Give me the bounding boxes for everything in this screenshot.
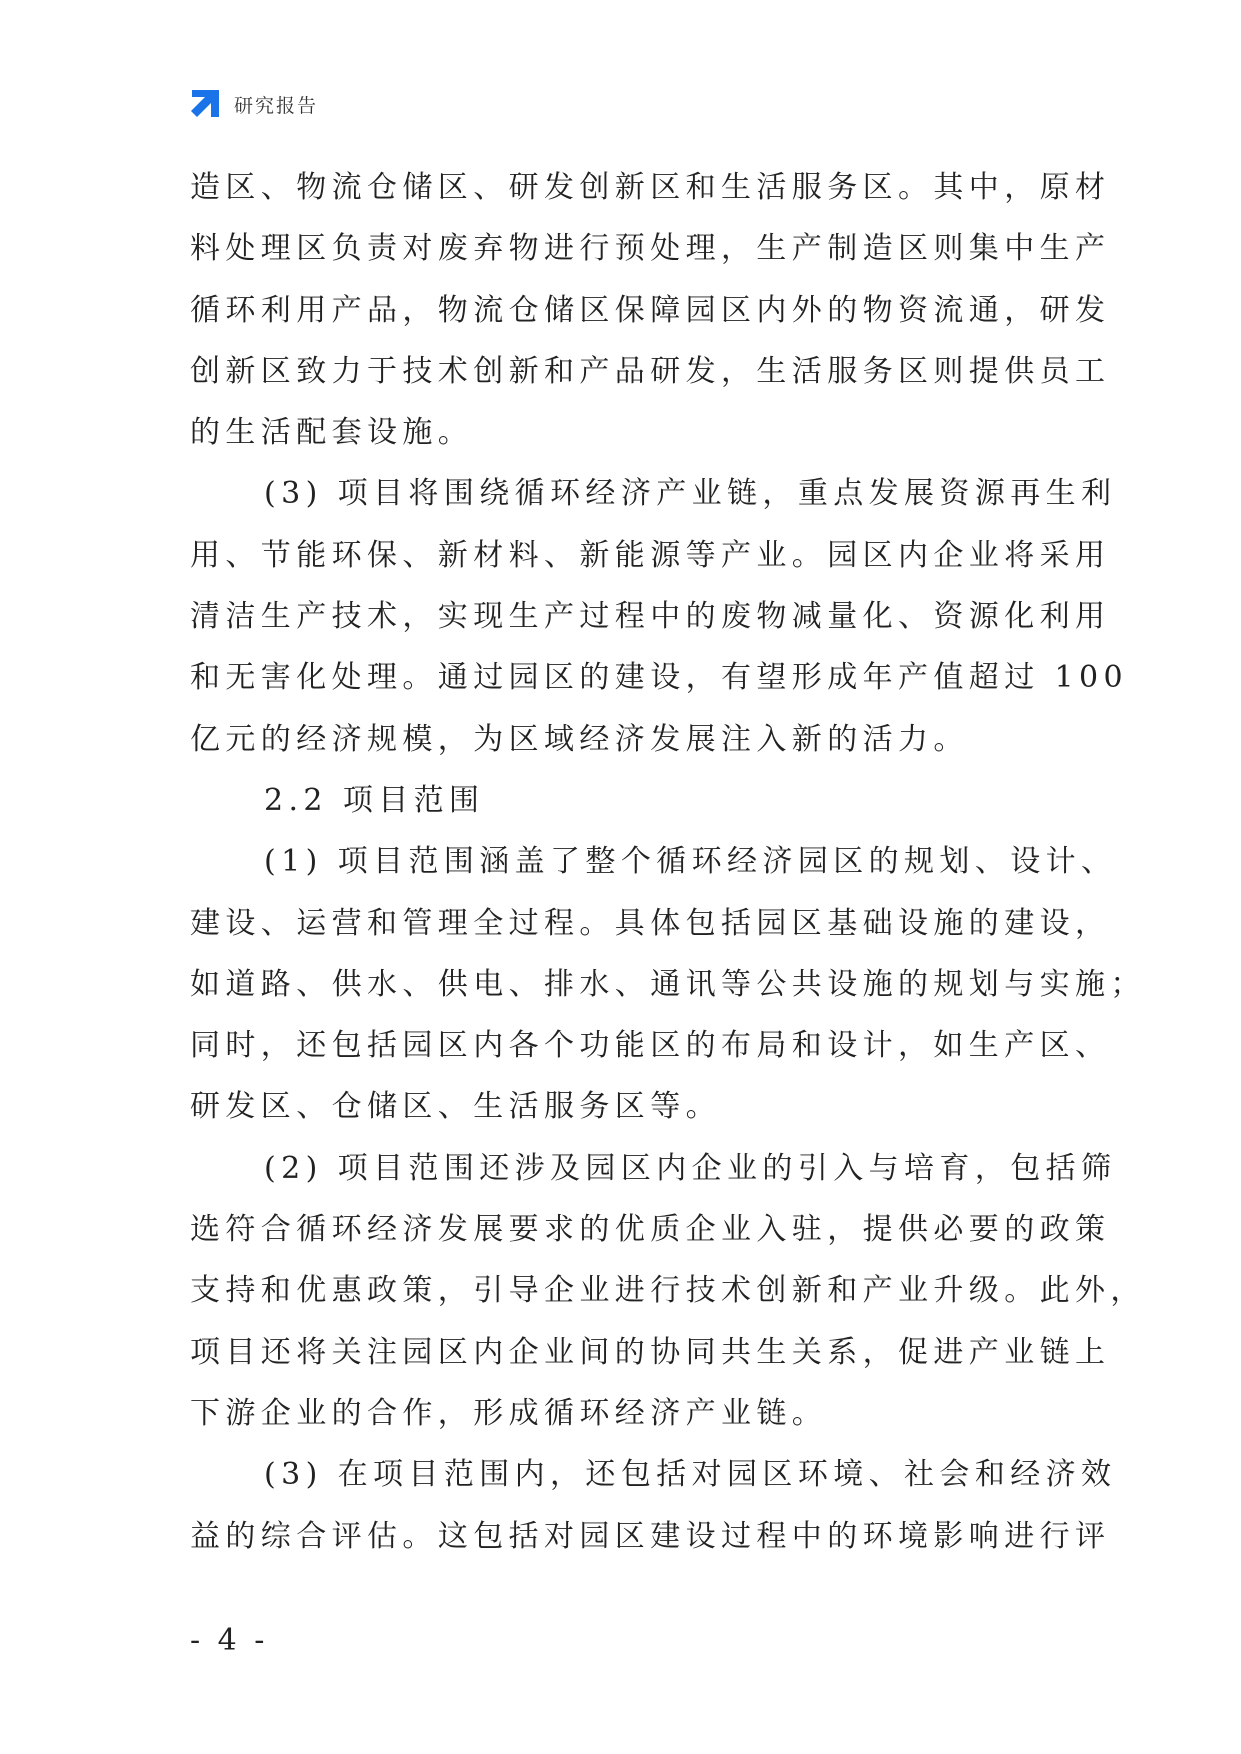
text-line: 用、节能环保、新材料、新能源等产业。园区内企业将采用	[190, 537, 1111, 573]
section-heading: 2.2 项目范围	[264, 782, 485, 818]
text-line: 如道路、供水、供电、排水、通讯等公共设施的规划与实施；	[190, 966, 1146, 1002]
page-header	[188, 86, 318, 122]
body-text	[190, 157, 1146, 1567]
page-number: - 4 -	[190, 1623, 269, 1658]
text-line: (3) 在项目范围内，还包括对园区环境、社会和经济效	[264, 1457, 1117, 1493]
text-line: 创新区致力于技术创新和产品研发，生活服务区则提供员工	[190, 353, 1111, 389]
text-line: 研发区、仓储区、生活服务区等。	[190, 1089, 721, 1125]
header-title: 研究报告	[234, 94, 319, 117]
text-line: 料处理区负责对废弃物进行预处理，生产制造区则集中生产	[190, 231, 1111, 267]
text-line: 支持和优惠政策，引导企业进行技术创新和产业升级。此外，	[190, 1273, 1146, 1309]
text-line: 清洁生产技术，实现生产过程中的废物减量化、资源化利用	[190, 599, 1111, 635]
text-line: 造区、物流仓储区、研发创新区和生活服务区。其中，原材	[190, 170, 1111, 205]
text-line: 和无害化处理。通过园区的建设，有望形成年产值超过 100	[190, 660, 1128, 696]
text-line: (3) 项目将围绕循环经济产业链，重点发展资源再生利	[264, 476, 1117, 512]
text-line: (1) 项目范围涵盖了整个循环经济园区的规划、设计、	[264, 844, 1117, 880]
text-line: 项目还将关注园区内企业间的协同共生关系，促进产业链上	[190, 1334, 1111, 1370]
text-line: 建设、运营和管理全过程。具体包括园区基础设施的建设，	[190, 905, 1111, 941]
text-line: 下游企业的合作，形成循环经济产业链。	[190, 1395, 828, 1431]
text-line: 亿元的经济规模，为区域经济发展注入新的活力。	[190, 721, 969, 757]
text-line: 的生活配套设施。	[190, 415, 474, 451]
text-line: 同时，还包括园区内各个功能区的布局和设计，如生产区、	[190, 1028, 1111, 1064]
arrow-logo-icon	[188, 87, 222, 121]
text-line: 益的综合评估。这包括对园区建设过程中的环境影响进行评	[190, 1518, 1111, 1554]
text-line: (2) 项目范围还涉及园区内企业的引入与培育，包括筛	[264, 1150, 1117, 1186]
text-line: 选符合循环经济发展要求的优质企业入驻，提供必要的政策	[190, 1212, 1111, 1248]
text-line: 循环利用产品，物流仓储区保障园区内外的物资流通，研发	[190, 292, 1111, 328]
